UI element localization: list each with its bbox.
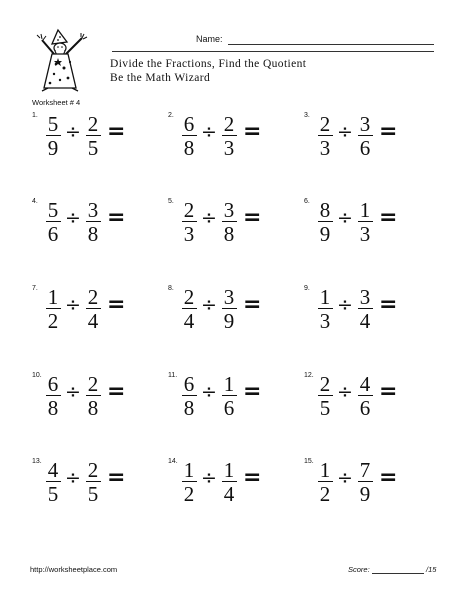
denominator: 4 (359, 309, 371, 333)
b-fraction (84, 374, 102, 418)
denominator: 4 (87, 309, 99, 333)
numerator: 1 (319, 285, 331, 309)
title-line-2: Be the Math Wizard (110, 72, 211, 84)
name-field[interactable] (196, 34, 434, 48)
divide-sign: ÷ (65, 381, 81, 403)
b-fraction (84, 460, 102, 504)
numerator: 1 (223, 458, 235, 482)
numerator: 1 (319, 458, 331, 482)
problem-number: 14. (168, 458, 178, 465)
numerator: 5 (47, 112, 59, 136)
a-fraction (180, 114, 198, 158)
problem-11 (168, 372, 288, 420)
b-fraction (356, 374, 374, 418)
problem-number: 4. (32, 198, 38, 205)
problem-6 (304, 198, 424, 246)
b-fraction (356, 287, 374, 331)
denominator: 6 (359, 396, 371, 420)
a-fraction (44, 374, 62, 418)
a-fraction (44, 287, 62, 331)
numerator: 6 (47, 372, 59, 396)
b-fraction (84, 114, 102, 158)
denominator: 6 (47, 222, 59, 246)
a-fraction (180, 200, 198, 244)
a-fraction (44, 114, 62, 158)
divide-sign: ÷ (337, 381, 353, 403)
score-label: Score: (348, 565, 370, 574)
numerator: 2 (223, 112, 235, 136)
b-fraction (356, 460, 374, 504)
problem-number: 11. (168, 372, 178, 379)
problem-1 (32, 112, 152, 160)
problem-number: 3. (304, 112, 310, 119)
numerator: 2 (183, 198, 195, 222)
numerator: 2 (87, 112, 99, 136)
name-line (228, 44, 434, 45)
title-divider (112, 51, 434, 52)
problem-number: 7. (32, 285, 38, 292)
denominator: 5 (87, 482, 99, 506)
problem-14 (168, 458, 288, 506)
equals-sign: = (379, 465, 398, 490)
a-fraction (180, 460, 198, 504)
denominator: 4 (223, 482, 235, 506)
equals-sign: = (379, 205, 398, 230)
denominator: 9 (223, 309, 235, 333)
equals-sign: = (107, 119, 126, 144)
numerator: 2 (87, 458, 99, 482)
denominator: 8 (183, 396, 195, 420)
divide-sign: ÷ (337, 121, 353, 143)
problem-number: 5. (168, 198, 174, 205)
score-line[interactable] (372, 573, 424, 574)
wizard-icon (34, 28, 94, 92)
divide-sign: ÷ (65, 121, 81, 143)
b-fraction (220, 374, 238, 418)
numerator: 2 (319, 372, 331, 396)
numerator: 3 (223, 285, 235, 309)
problem-3 (304, 112, 424, 160)
numerator: 6 (183, 372, 195, 396)
divide-sign: ÷ (65, 467, 81, 489)
numerator: 4 (359, 372, 371, 396)
numerator: 1 (223, 372, 235, 396)
problem-number: 9. (304, 285, 310, 292)
problem-number: 6. (304, 198, 310, 205)
problem-number: 12. (304, 372, 314, 379)
numerator: 7 (359, 458, 371, 482)
denominator: 2 (183, 482, 195, 506)
numerator: 8 (319, 198, 331, 222)
numerator: 3 (359, 112, 371, 136)
denominator: 3 (319, 136, 331, 160)
problem-7 (32, 285, 152, 333)
denominator: 2 (47, 309, 59, 333)
problem-number: 2. (168, 112, 174, 119)
a-fraction (316, 374, 334, 418)
denominator: 5 (47, 482, 59, 506)
b-fraction (84, 200, 102, 244)
numerator: 2 (87, 372, 99, 396)
divide-sign: ÷ (201, 207, 217, 229)
problem-5 (168, 198, 288, 246)
numerator: 1 (183, 458, 195, 482)
divide-sign: ÷ (65, 207, 81, 229)
a-fraction (316, 287, 334, 331)
denominator: 3 (183, 222, 195, 246)
equals-sign: = (243, 465, 262, 490)
equals-sign: = (379, 379, 398, 404)
a-fraction (316, 460, 334, 504)
a-fraction (316, 200, 334, 244)
problem-number: 15. (304, 458, 314, 465)
divide-sign: ÷ (337, 467, 353, 489)
score-total: /15 (426, 565, 437, 574)
equals-sign: = (243, 292, 262, 317)
name-label: Name: (196, 34, 223, 44)
equals-sign: = (243, 379, 262, 404)
equals-sign: = (243, 205, 262, 230)
denominator: 6 (359, 136, 371, 160)
footer-url: http://worksheetplace.com (30, 565, 118, 574)
a-fraction (180, 374, 198, 418)
numerator: 3 (223, 198, 235, 222)
b-fraction (220, 287, 238, 331)
a-fraction (180, 287, 198, 331)
problem-15 (304, 458, 424, 506)
problem-number: 8. (168, 285, 174, 292)
denominator: 8 (87, 222, 99, 246)
denominator: 9 (319, 222, 331, 246)
b-fraction (356, 200, 374, 244)
numerator: 1 (47, 285, 59, 309)
problem-8 (168, 285, 288, 333)
problem-number: 1. (32, 112, 38, 119)
equals-sign: = (379, 292, 398, 317)
denominator: 6 (223, 396, 235, 420)
divide-sign: ÷ (201, 121, 217, 143)
denominator: 5 (319, 396, 331, 420)
equals-sign: = (379, 119, 398, 144)
numerator: 1 (359, 198, 371, 222)
numerator: 2 (319, 112, 331, 136)
numerator: 2 (87, 285, 99, 309)
denominator: 8 (47, 396, 59, 420)
a-fraction (44, 460, 62, 504)
denominator: 8 (223, 222, 235, 246)
problem-number: 10. (32, 372, 42, 379)
title-line-1: Divide the Fractions, Find the Quotient (110, 58, 307, 70)
divide-sign: ÷ (201, 294, 217, 316)
equals-sign: = (107, 465, 126, 490)
numerator: 2 (183, 285, 195, 309)
numerator: 5 (47, 198, 59, 222)
numerator: 4 (47, 458, 59, 482)
problem-13 (32, 458, 152, 506)
worksheet-title (110, 57, 306, 85)
numerator: 3 (87, 198, 99, 222)
numerator: 6 (183, 112, 195, 136)
numerator: 3 (359, 285, 371, 309)
a-fraction (44, 200, 62, 244)
denominator: 8 (183, 136, 195, 160)
b-fraction (356, 114, 374, 158)
divide-sign: ÷ (337, 294, 353, 316)
denominator: 3 (359, 222, 371, 246)
b-fraction (84, 287, 102, 331)
divide-sign: ÷ (201, 467, 217, 489)
denominator: 9 (359, 482, 371, 506)
equals-sign: = (107, 292, 126, 317)
b-fraction (220, 114, 238, 158)
equals-sign: = (107, 205, 126, 230)
a-fraction (316, 114, 334, 158)
problem-9 (304, 285, 424, 333)
equals-sign: = (243, 119, 262, 144)
equals-sign: = (107, 379, 126, 404)
divide-sign: ÷ (201, 381, 217, 403)
problem-4 (32, 198, 152, 246)
b-fraction (220, 200, 238, 244)
denominator: 5 (87, 136, 99, 160)
denominator: 3 (319, 309, 331, 333)
divide-sign: ÷ (337, 207, 353, 229)
denominator: 9 (47, 136, 59, 160)
problem-12 (304, 372, 424, 420)
worksheet-number: Worksheet # 4 (32, 98, 81, 107)
problem-number: 13. (32, 458, 42, 465)
denominator: 4 (183, 309, 195, 333)
divide-sign: ÷ (65, 294, 81, 316)
denominator: 8 (87, 396, 99, 420)
problem-2 (168, 112, 288, 160)
problem-10 (32, 372, 152, 420)
denominator: 3 (223, 136, 235, 160)
denominator: 2 (319, 482, 331, 506)
b-fraction (220, 460, 238, 504)
